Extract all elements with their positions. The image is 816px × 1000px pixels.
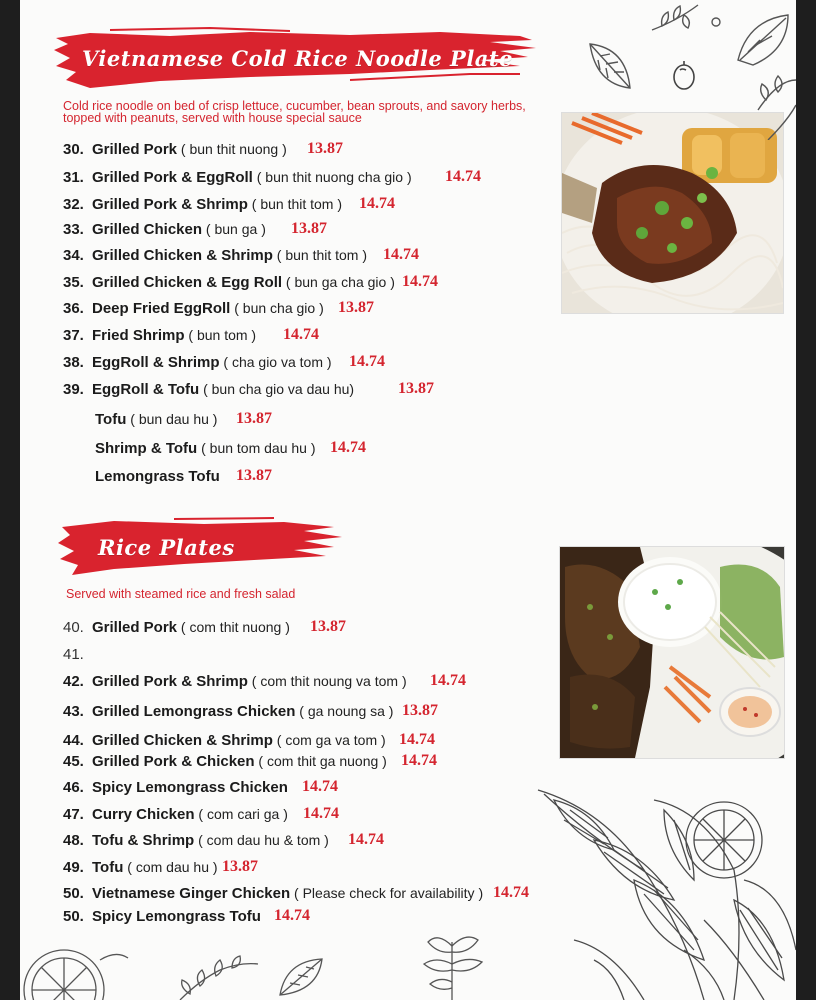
item-vietnamese-name: ( bun thit tom )	[272, 247, 368, 263]
item-name	[95, 440, 316, 457]
item-name	[95, 468, 220, 485]
item-price: 14.74	[274, 907, 310, 924]
item-name-text: Lemongrass Tofu	[95, 468, 220, 485]
item-name-text: Grilled Pork & Shrimp	[92, 673, 248, 690]
item-vietnamese-name: ( bun ga )	[202, 221, 266, 237]
item-vietnamese-name: ( com thit ga nuong )	[254, 753, 387, 769]
item-price: 13.87	[236, 467, 272, 484]
item-name	[95, 411, 217, 428]
item-name-text: Grilled Pork	[92, 141, 178, 158]
menu-page	[20, 0, 796, 1000]
item-name	[92, 859, 218, 876]
item-vietnamese-name: ( bun cha gio va dau hu)	[199, 381, 355, 397]
item-name	[92, 832, 329, 849]
herb-sprig-icon	[170, 950, 260, 1000]
item-name-text: Grilled Chicken & Egg Roll	[92, 274, 283, 291]
item-name-text: Spicy Lemongrass Tofu	[92, 908, 261, 925]
item-name-text: Fried Shrimp	[92, 327, 185, 344]
item-price: 13.87	[338, 299, 374, 316]
leaf-icon	[276, 955, 326, 1000]
item-name-text: Grilled Pork & Chicken	[92, 753, 255, 770]
grilled-pork-rice-plate-photo	[559, 546, 785, 759]
item-vietnamese-name: ( com dau hu & tom )	[194, 832, 329, 848]
item-price: 13.87	[398, 380, 434, 397]
item-price: 14.74	[383, 246, 419, 263]
item-name-text: Grilled Chicken	[92, 221, 203, 238]
item-number: 32.	[63, 196, 84, 213]
item-vietnamese-name: ( bun dau hu )	[126, 411, 218, 427]
item-vietnamese-name: ( bun thit nuong )	[177, 141, 287, 157]
item-vietnamese-name: ( bun ga cha gio )	[282, 274, 395, 290]
item-price: 14.74	[430, 672, 466, 689]
item-name-text: EggRoll & Tofu	[92, 381, 200, 398]
item-name	[92, 300, 324, 317]
item-price: 14.74	[303, 805, 339, 822]
item-name-text: Deep Fried EggRoll	[92, 300, 231, 317]
item-number: 31.	[63, 169, 84, 186]
item-vietnamese-name: ( bun tom dau hu )	[197, 440, 316, 456]
item-name-text: Grilled Pork & Shrimp	[92, 196, 248, 213]
item-name	[92, 732, 386, 749]
item-price: 14.74	[283, 326, 319, 343]
section-title: Rice Plates	[98, 535, 235, 560]
item-number: 50.	[63, 908, 84, 925]
item-name	[92, 169, 412, 186]
item-vietnamese-name: ( com thit nuong )	[177, 619, 290, 635]
item-name-text: Grilled Chicken & Shrimp	[92, 247, 273, 264]
item-name-text: Tofu & Shrimp	[92, 832, 195, 849]
item-vietnamese-name: ( bun thit tom )	[247, 196, 343, 212]
item-name	[92, 327, 256, 344]
item-vietnamese-name: ( bun tom )	[184, 327, 257, 343]
section-description	[63, 100, 526, 124]
item-number: 50.	[63, 885, 84, 902]
item-name-text: Tofu	[95, 411, 127, 428]
item-name	[92, 247, 367, 264]
item-name	[92, 196, 342, 213]
item-vietnamese-name: ( com cari ga )	[194, 806, 288, 822]
item-price: 14.74	[349, 353, 385, 370]
grilled-pork-vermicelli-photo	[561, 112, 784, 314]
item-vietnamese-name: ( com dau hu )	[123, 859, 218, 875]
item-name-text: Grilled Pork & EggRoll	[92, 169, 253, 186]
item-vietnamese-name: ( com thit noung va tom )	[247, 673, 407, 689]
item-price: 13.87	[236, 410, 272, 427]
item-name	[92, 703, 393, 720]
item-name	[92, 354, 332, 371]
item-name	[92, 221, 266, 238]
item-name	[92, 141, 287, 158]
item-price: 14.74	[399, 731, 435, 748]
section-banner-rice	[54, 515, 344, 579]
item-name	[92, 274, 395, 291]
item-name	[92, 381, 354, 398]
item-name-text: Vietnamese Ginger Chicken	[92, 885, 291, 902]
item-name-text: Shrimp & Tofu	[95, 440, 198, 457]
item-name	[92, 753, 387, 770]
item-vietnamese-name: ( bun cha gio )	[230, 300, 324, 316]
herb-sprig-icon	[418, 932, 488, 1000]
item-number: 30.	[63, 141, 84, 158]
item-price: 14.74	[330, 439, 366, 456]
item-number: 44.	[63, 732, 84, 749]
description-line: Served with steamed rice and fresh salad	[66, 587, 296, 601]
item-name	[92, 779, 288, 796]
item-number: 33.	[63, 221, 84, 238]
item-number: 42.	[63, 673, 84, 690]
item-vietnamese-name: ( cha gio va tom )	[219, 354, 332, 370]
item-number: 49.	[63, 859, 84, 876]
leaf-bouquet-icon	[534, 780, 796, 1000]
item-name	[92, 619, 290, 636]
item-number: 36.	[63, 300, 84, 317]
olive-icon	[670, 60, 698, 92]
item-name-text: Grilled Lemongrass Chicken	[92, 703, 296, 720]
description-line: topped with peanuts, served with house special sauce	[63, 111, 362, 125]
item-name-text: EggRoll & Shrimp	[92, 354, 220, 371]
item-number: 34.	[63, 247, 84, 264]
item-price: 13.87	[222, 858, 258, 875]
item-number: 39.	[63, 381, 84, 398]
item-vietnamese-name: ( com ga va tom )	[272, 732, 386, 748]
item-price: 13.87	[402, 702, 438, 719]
item-number: 40.	[63, 619, 84, 636]
item-number: 41.	[63, 646, 84, 663]
item-price: 14.74	[348, 831, 384, 848]
item-number: 43.	[63, 703, 84, 720]
item-name-text: Curry Chicken	[92, 806, 195, 823]
item-price: 14.74	[402, 273, 438, 290]
item-vietnamese-name: ( bun thit nuong cha gio )	[252, 169, 412, 185]
item-number: 35.	[63, 274, 84, 291]
item-number: 38.	[63, 354, 84, 371]
item-number: 48.	[63, 832, 84, 849]
item-name-text: Tofu	[92, 859, 124, 876]
section-description	[66, 588, 295, 600]
item-number: 46.	[63, 779, 84, 796]
item-name	[92, 908, 261, 925]
item-vietnamese-name: ( Please check for availability )	[290, 885, 484, 901]
lemon-slice-icon	[20, 940, 130, 1000]
item-name	[92, 806, 288, 823]
leaf-icon	[586, 40, 636, 96]
item-number: 47.	[63, 806, 84, 823]
item-price: 14.74	[359, 195, 395, 212]
item-price: 13.87	[307, 140, 343, 157]
item-number: 45.	[63, 753, 84, 770]
item-name	[92, 673, 407, 690]
item-price: 13.87	[310, 618, 346, 635]
item-vietnamese-name: ( ga noung sa )	[295, 703, 394, 719]
item-name-text: Spicy Lemongrass Chicken	[92, 779, 288, 796]
item-price: 14.74	[302, 778, 338, 795]
item-price: 14.74	[493, 884, 529, 901]
item-name	[92, 885, 483, 902]
section-title: Vietnamese Cold Rice Noodle Plate	[82, 46, 513, 71]
item-price: 14.74	[401, 752, 437, 769]
item-price: 13.87	[291, 220, 327, 237]
section-banner-noodle	[50, 24, 540, 92]
item-number: 37.	[63, 327, 84, 344]
description-line: Cold rice noodle on bed of crisp lettuce, cucumber, bean sprouts, and savory herbs,	[63, 99, 526, 113]
item-name-text: Grilled Chicken & Shrimp	[92, 732, 273, 749]
item-name-text: Grilled Pork	[92, 619, 178, 636]
item-price: 14.74	[445, 168, 481, 185]
